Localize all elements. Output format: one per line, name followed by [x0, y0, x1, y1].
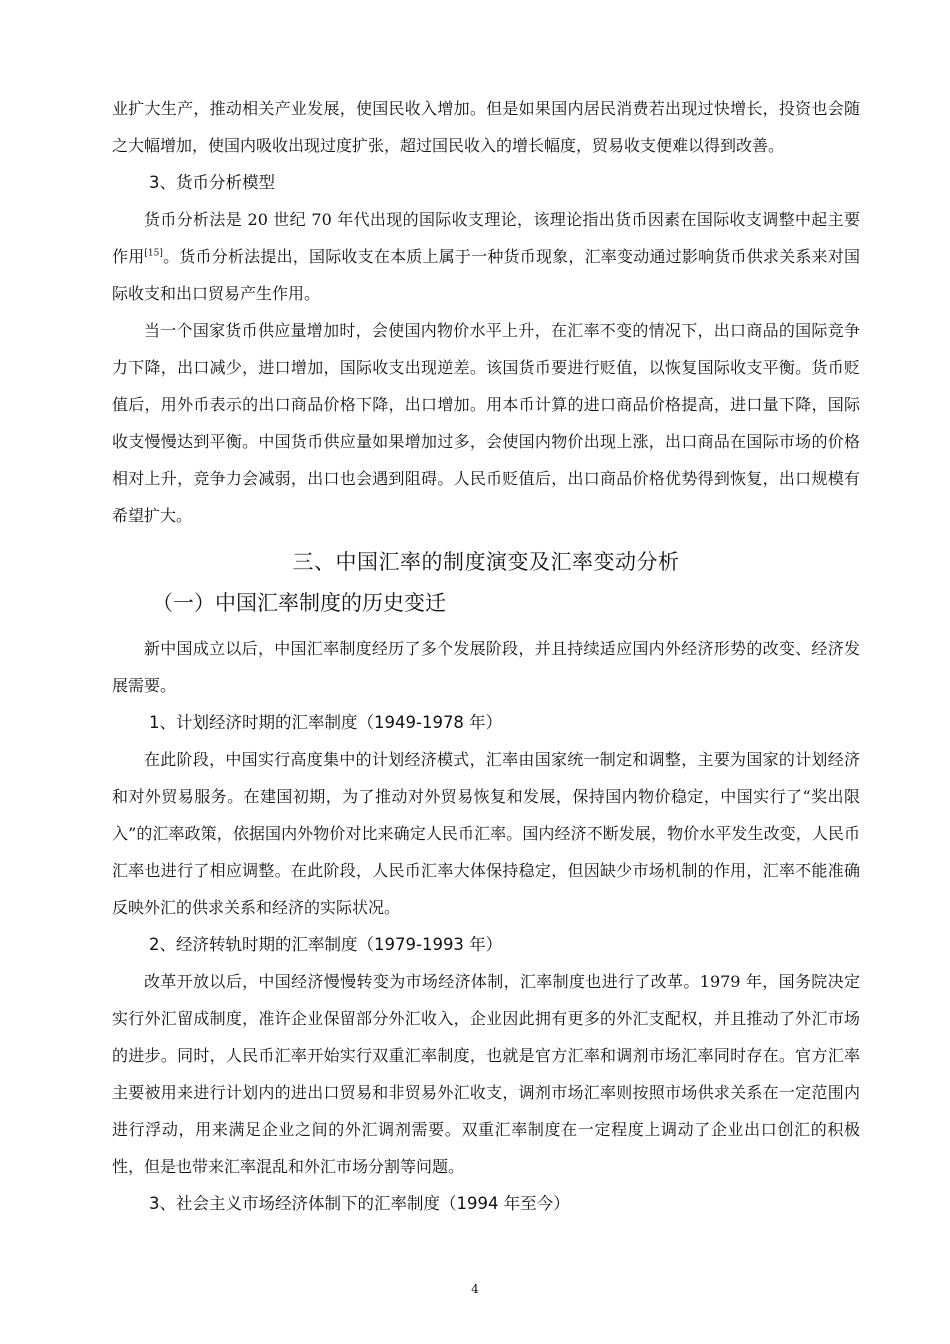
paragraph-planned-economy: 在此阶段，中国实行高度集中的计划经济模式，汇率由国家统一制定和调整，主要为国家的计划经济和对外贸易服务。在建国初期，为了推动对外贸易恢复和发展，保持国内物价稳定，中国实行了“奖出限入”的汇率政策，依据国内外物价对比来确定人民币汇率。国内经济不断发展，物价水平发生改变，人民币汇率也进行了相应调整。在此阶段，人民币汇率大体保持稳定，但因缺少市场机制的作用，汇率不能准确反映外汇的供求关系和经济的实际状况。	[112, 750, 860, 917]
page-content	[112, 90, 860, 1222]
section-heading: （一）中国汇率制度的历史变迁	[152, 591, 446, 615]
paragraph-absorption-continued: 业扩大生产，推动相关产业发展，使国民收入增加。但是如果国内居民消费若出现过快增长，投资也会随之大幅增加，使国内吸收出现过度扩张，超过国民收入的增长幅度，贸易收支便难以得到改善。	[112, 99, 860, 155]
paragraph-monetary-approach	[112, 201, 860, 312]
heading-transition-period: 2、经济转轨时期的汇率制度（1979-1993 年）	[149, 935, 503, 954]
page-number: 4	[471, 1282, 479, 1296]
paragraph-monetary-approach-text-1: 货币分析法是 20 世纪 70 年代出现的国际收支理论，该理论指出货币因素在国际收支调整中起主要作用	[112, 210, 860, 266]
heading-socialist-market: 3、社会主义市场经济体制下的汇率制度（1994 年至今）	[149, 1194, 570, 1213]
chapter-heading: 三、中国汇率的制度演变及汇率变动分析	[292, 550, 680, 574]
paragraph-intro-history: 新中国成立以后，中国汇率制度经历了多个发展阶段，并且持续适应国内外经济形势的改变、经济发展需要。	[112, 639, 860, 695]
paragraph-transition-period: 改革开放以后，中国经济慢慢转变为市场经济体制，汇率制度也进行了改革。1979 年，国务院决定实行外汇留成制度，准许企业保留部分外汇收入，企业因此拥有更多的外汇支配权，并且推动了外汇市场的进步。同时，人民币汇率开始实行双重汇率制度，也就是官方汇率和调剂市场汇率同时存在。官方汇率主要被用来进行计划内的进出口贸易和非贸易外汇收支，调剂市场汇率则按照市场供求关系在一定范围内进行浮动，用来满足企业之间的外汇调剂需要。双重汇率制度在一定程度上调动了企业出口创汇的积极性，但是也带来汇率混乱和外汇市场分割等问题。	[112, 972, 860, 1176]
paragraph-money-supply: 当一个国家货币供应量增加时，会使国内物价水平上升，在汇率不变的情况下，出口商品的国际竞争力下降，出口减少，进口增加，国际收支出现逆差。该国货币要进行贬值，以恢复国际收支平衡。货币贬值后，用外币表示的出口商品价格下降，出口增加。用本币计算的进口商品价格提高，进口量下降，国际收支慢慢达到平衡。中国货币供应量如果增加过多，会使国内物价出现上涨，出口商品在国际市场的价格相对上升，竞争力会减弱，出口也会遇到阻碍。人民币贬值后，出口商品价格优势得到恢复，出口规模有希望扩大。	[112, 321, 860, 525]
heading-monetary-model: 3、货币分析模型	[149, 173, 275, 192]
paragraph-monetary-approach-text-2: 。货币分析法提出，国际收支在本质上属于一种货币现象，汇率变动通过影响货币供求关系来对国际收支和出口贸易产生作用。	[112, 247, 860, 303]
heading-planned-economy: 1、计划经济时期的汇率制度（1949-1978 年）	[149, 713, 503, 732]
citation-ref-15: [15]	[144, 248, 163, 259]
